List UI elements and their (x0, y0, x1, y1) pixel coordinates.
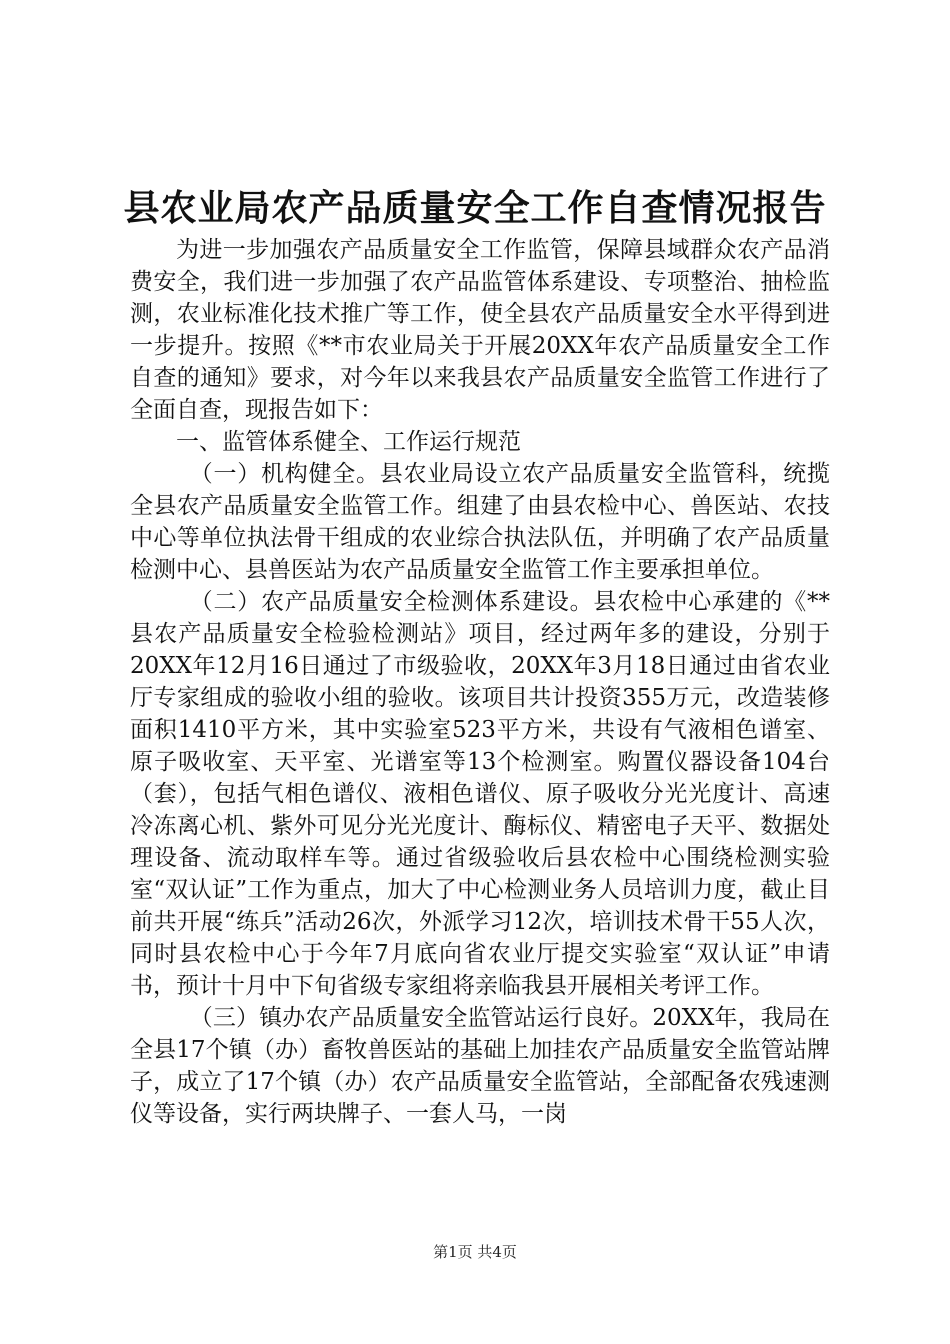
body-paragraph: （二）农产品质量安全检测体系建设。县农检中心承建的《**县农产品质量安全检验检测站》项目，经过两年多的建设，分别于20XX年12月16日通过了市级验收，20XX年3月18日通过由省农业厅专家组成的验收小组的验收。该项目共计投资355万元，改造装修面积1410平方米，其中实验室523平方米，共设有气液相色谱室、原子吸收室、天平室、光谱室等13个检测室。购置仪器设备104台（套），包括气相色谱仪、液相色谱仪、原子吸收分光光度计、高速冷冻离心机、紫外可见分光光度计、酶标仪、精密电子天平、数据处理设备、流动取样车等。通过省级验收后县农检中心围绕检测实验室“双认证”工作为重点，加大了中心检测业务人员培训力度，截止目前共开展“练兵”活动26次，外派学习12次，培训技术骨干55人次，同时县农检中心于今年7月底向省农业厅提交实验室“双认证”申请书，预计十月中下旬省级专家组将亲临我县开展相关考评工作。 (130, 589, 830, 999)
body-paragraph: （一）机构健全。县农业局设立农产品质量安全监管科，统揽全县农产品质量安全监管工作。组建了由县农检中心、兽医站、农技中心等单位执法骨干组成的农业综合执法队伍，并明确了农产品质量检测中心、县兽医站为农产品质量安全监管工作主要承担单位。 (130, 461, 830, 583)
document-title: 县农业局农产品质量安全工作自查情况报告 (123, 187, 827, 229)
intro-paragraph: 为进一步加强农产品质量安全工作监管，保障县域群众农产品消费安全，我们进一步加强了农产品监管体系建设、专项整治、抽检监测，农业标准化技术推广等工作，使全县农产品质量安全水平得到进一步提升。按照《**市农业局关于开展20XX年农产品质量安全工作自查的通知》要求，对今年以来我县农产品质量安全监管工作进行了全面自查，现报告如下： (130, 237, 830, 423)
document-body (130, 234, 830, 1130)
body-paragraph: （三）镇办农产品质量安全监管站运行良好。20XX年，我局在全县17个镇（办）畜牧兽医站的基础上加挂农产品质量安全监管站牌子，成立了17个镇（办）农产品质量安全监管站，全部配备农残速测仪等设备，实行两块牌子、一套人马，一岗 (130, 1005, 830, 1127)
page-number-footer: 第1页 共4页 (433, 1243, 517, 1261)
section-heading: 一、监管体系健全、工作运行规范 (176, 429, 521, 455)
